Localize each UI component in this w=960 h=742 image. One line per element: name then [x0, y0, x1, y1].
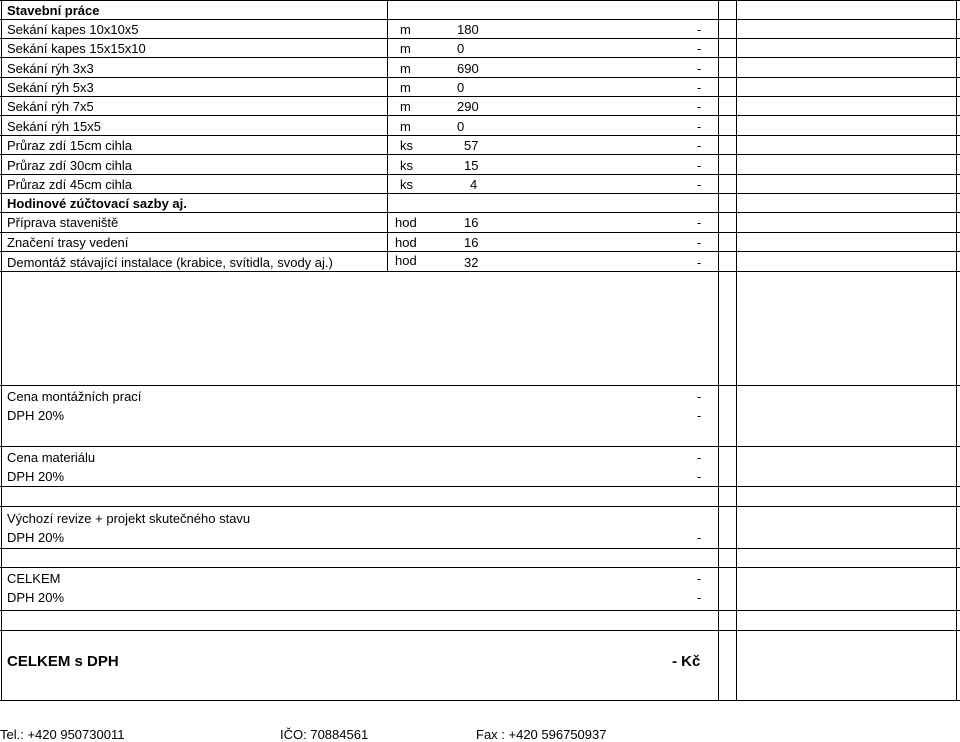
grid-line: [0, 567, 960, 568]
item-name: Průraz zdí 30cm cihla: [7, 158, 132, 173]
grid-line: [0, 19, 960, 20]
item-unit: m: [400, 22, 411, 37]
item-price: -: [697, 41, 702, 56]
grid-line: [718, 0, 719, 700]
labor-price-value: -: [697, 389, 702, 404]
footer-company-id: IČO: 70884561: [280, 727, 369, 742]
item-price: -: [697, 99, 702, 114]
footer-phone: Tel.: +420 950730011: [0, 727, 125, 742]
item-price: -: [697, 61, 702, 76]
grid-line: [0, 630, 960, 631]
grid-line: [0, 77, 960, 78]
item-unit: hod: [395, 215, 417, 230]
item-unit: ks: [400, 158, 413, 173]
grid-line: [387, 0, 388, 271]
grid-line: [0, 232, 960, 233]
total-vat-value: -: [697, 590, 702, 605]
grid-line: [0, 115, 960, 116]
grand-total-value: - Kč: [672, 653, 701, 670]
item-qty: 15: [464, 158, 479, 173]
section-title-hourly: Hodinové zúčtovací sazby aj.: [7, 196, 187, 211]
item-unit: m: [400, 61, 411, 76]
total-value: -: [697, 571, 702, 586]
item-name: Demontáž stávající instalace (krabice, svítidla, svody aj.): [7, 255, 333, 270]
item-qty: 180: [457, 22, 479, 37]
item-qty: 32: [464, 255, 479, 270]
footer-fax: Fax : +420 596750937: [476, 727, 607, 742]
grid-line: [0, 251, 960, 252]
item-name: Sekání rýh 7x5: [7, 99, 94, 114]
item-qty: 16: [464, 235, 479, 250]
item-qty: 4: [470, 177, 478, 192]
item-price: -: [697, 255, 702, 270]
item-name: Průraz zdí 45cm cihla: [7, 177, 132, 192]
item-unit: ks: [400, 177, 413, 192]
item-name: Příprava staveniště: [7, 215, 119, 230]
grid-line: [0, 548, 960, 549]
grid-line: [0, 154, 960, 155]
item-unit: hod: [395, 235, 417, 250]
item-qty: 0: [457, 41, 465, 56]
grid-line: [0, 0, 960, 1]
revision-vat-label: DPH 20%: [7, 530, 65, 545]
item-price: -: [697, 235, 702, 250]
grid-line: [0, 700, 960, 701]
item-price: -: [697, 177, 702, 192]
revision-vat-value: -: [697, 530, 702, 545]
item-unit: m: [400, 119, 411, 134]
item-qty: 57: [464, 138, 479, 153]
item-name: Sekání rýh 3x3: [7, 61, 94, 76]
labor-vat-label: DPH 20%: [7, 408, 65, 423]
grid-line: [0, 174, 960, 175]
item-name: Sekání kapes 15x15x10: [7, 41, 146, 56]
item-name: Sekání rýh 15x5: [7, 119, 101, 134]
total-vat-label: DPH 20%: [7, 590, 65, 605]
labor-price-label: Cena montážních prací: [7, 389, 142, 404]
item-name: Průraz zdí 15cm cihla: [7, 138, 132, 153]
item-qty: 0: [457, 119, 465, 134]
item-price: -: [697, 22, 702, 37]
item-name: Značení trasy vedení: [7, 235, 129, 250]
grid-line: [956, 0, 957, 700]
labor-vat-value: -: [697, 408, 702, 423]
item-name: Sekání kapes 10x10x5: [7, 22, 139, 37]
grid-line: [0, 135, 960, 136]
material-price-label: Cena materiálu: [7, 450, 96, 465]
item-unit: m: [400, 99, 411, 114]
item-unit: m: [400, 41, 411, 56]
section-title-construction: Stavební práce: [7, 3, 100, 18]
grid-line: [0, 506, 960, 507]
material-vat-value: -: [697, 469, 702, 484]
grid-line: [0, 610, 960, 611]
item-price: -: [697, 119, 702, 134]
item-price: -: [697, 215, 702, 230]
item-qty: 690: [457, 61, 479, 76]
grid-line: [736, 0, 737, 700]
grid-line: [0, 96, 960, 97]
item-qty: 290: [457, 99, 479, 114]
item-price: -: [697, 158, 702, 173]
item-unit: ks: [400, 138, 413, 153]
grid-line: [1, 0, 2, 700]
grand-total-label: CELKEM s DPH: [7, 653, 119, 670]
item-name: Sekání rýh 5x3: [7, 80, 94, 95]
item-qty: 16: [464, 215, 479, 230]
item-price: -: [697, 138, 702, 153]
grid-line: [0, 385, 960, 386]
revision-label: Výchozí revize + projekt skutečného stavu: [7, 511, 251, 526]
grid-line: [0, 486, 960, 487]
total-label: CELKEM: [7, 571, 61, 586]
item-unit: hod: [395, 253, 417, 268]
grid-line: [0, 446, 960, 447]
item-unit: m: [400, 80, 411, 95]
material-price-value: -: [697, 450, 702, 465]
material-vat-label: DPH 20%: [7, 469, 65, 484]
item-qty: 0: [457, 80, 465, 95]
item-price: -: [697, 80, 702, 95]
